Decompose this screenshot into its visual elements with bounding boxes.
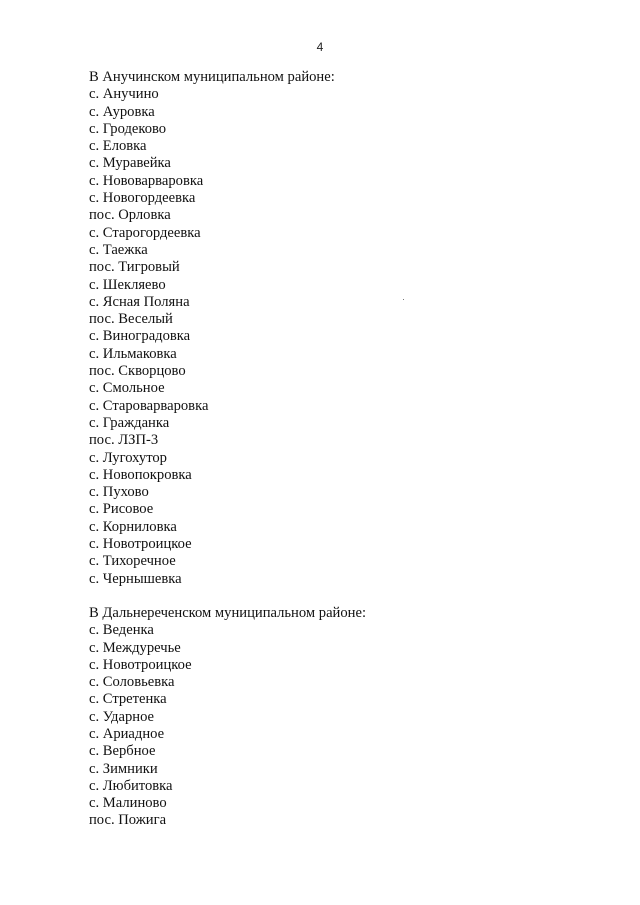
settlement-item: с. Новогордеевка xyxy=(89,190,196,207)
district-section xyxy=(89,605,609,830)
settlement-item: с. Чернышевка xyxy=(89,570,182,587)
settlement-item: с. Стретенка xyxy=(89,691,167,708)
settlement-item: с. Междуречье xyxy=(89,639,181,656)
settlement-item: пос. ЛЗП-3 xyxy=(89,432,159,449)
settlement-item: с. Новотроицкое xyxy=(89,536,192,553)
settlement-item: пос. Тигровый xyxy=(89,259,180,276)
settlement-item: с. Лугохутор xyxy=(89,449,167,466)
section-heading: В Анучинском муниципальном районе: xyxy=(89,69,335,85)
settlement-item: с. Еловка xyxy=(89,138,147,155)
settlement-item: с. Новопокровка xyxy=(89,466,192,483)
settlement-item: с. Ильмаковка xyxy=(89,345,177,362)
settlement-item: с. Зимники xyxy=(89,760,158,777)
settlement-item: с. Пухово xyxy=(89,484,149,501)
section-heading: В Дальнереченском муниципальном районе: xyxy=(89,604,366,621)
settlement-item: с. Тихоречное xyxy=(89,553,176,570)
settlement-item: с. Анучино xyxy=(89,86,159,103)
settlement-item: с. Шекляево xyxy=(89,276,166,293)
settlement-item: пос. Орловка xyxy=(89,207,171,224)
settlement-item: с. Веденка xyxy=(89,622,154,639)
settlement-item: с. Соловьевка xyxy=(89,674,175,691)
document-body xyxy=(89,69,609,830)
settlement-item: с. Вербное xyxy=(89,743,156,760)
settlement-item: с. Гражданка xyxy=(89,414,170,431)
settlement-item: с. Ариадное xyxy=(89,725,165,742)
settlement-item: пос. Веселый xyxy=(89,311,173,328)
settlement-item: с. Нововарваровка xyxy=(89,172,204,189)
settlement-item: пос. Скворцово xyxy=(89,363,186,380)
district-section xyxy=(89,69,609,588)
settlement-item: с. Таежка xyxy=(89,241,148,258)
page-number: 4 xyxy=(316,40,324,54)
settlement-item: с. Муравейка xyxy=(89,155,171,172)
settlement-item: с. Смольное xyxy=(89,380,165,397)
settlement-item: с. Ударное xyxy=(89,708,155,725)
settlement-item: с. Малиново xyxy=(89,795,167,812)
settlement-item: с. Староварваровка xyxy=(89,397,209,414)
settlement-item: с. Ясная Поляна xyxy=(89,293,190,310)
settlement-item: с. Любитовка xyxy=(89,777,173,794)
settlement-item: с. Корниловка xyxy=(89,518,177,535)
settlement-item: с. Старогордеевка xyxy=(89,224,201,241)
settlement-item: с. Виноградовка xyxy=(89,328,191,345)
settlement-item: с. Ауровка xyxy=(89,103,155,120)
settlement-item: с. Новотроицкое xyxy=(89,656,192,673)
settlement-item: пос. Пожига xyxy=(89,812,167,829)
settlement-item: с. Гродеково xyxy=(89,120,167,137)
settlement-item: с. Рисовое xyxy=(89,501,154,518)
